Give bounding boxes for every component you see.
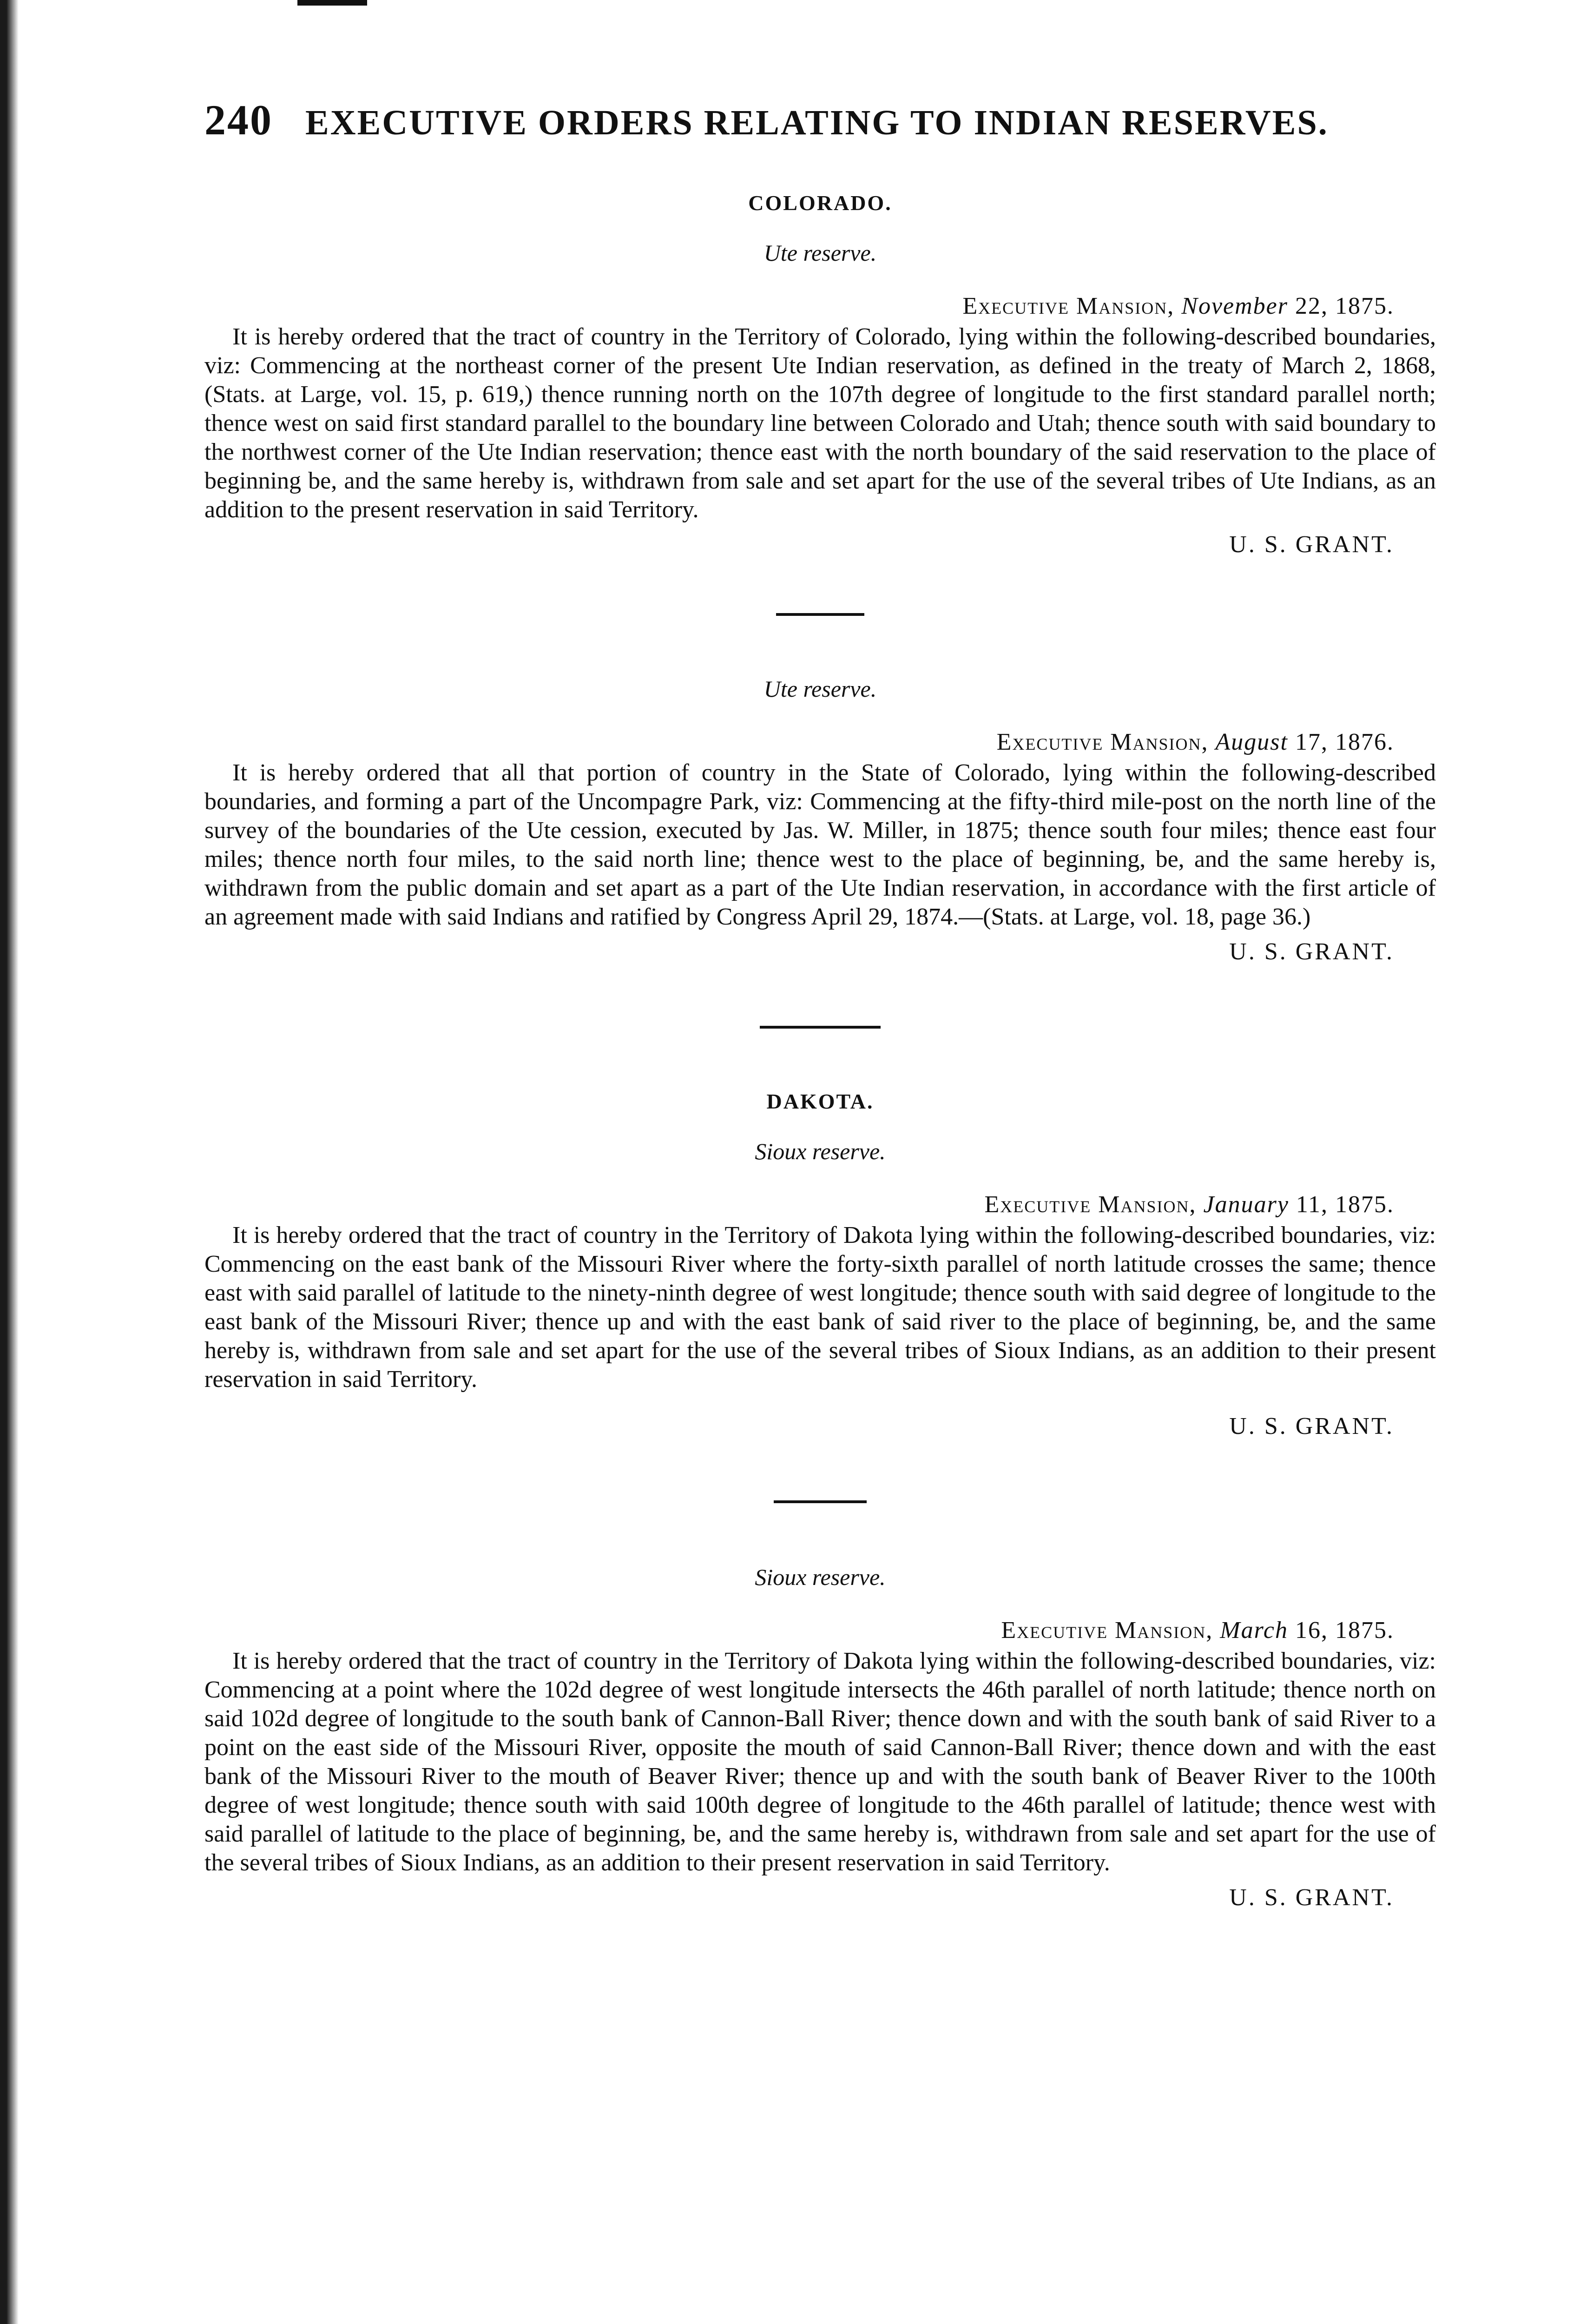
dateline-date: 16, 1875. (1295, 1617, 1394, 1644)
signature: U. S. GRANT. (1229, 938, 1394, 965)
dateline-date: 11, 1875. (1296, 1191, 1394, 1218)
order-text: It is hereby ordered that the tract of country in the Territory of Colorado, lying within the following-described boundaries, viz: Commencing at the northeast corner of the present Ute Indian reservation, as defined in the treaty of March 2, 1868, (Stats. at Large, vol. 15, p. 619,) thence running north on the 107th degree of longitude to the first standard parallel north; thence west on said first standard parallel to the boundary line between Colorado and Utah; thence south with said boundary to the northwest corner of the Ute Indian reservation; thence east with the north boundary of the said reservation to the place of beginning be, and the same hereby is, withdrawn from sale and set apart for the use of the several tribes of Ute Indians, as an addition to the present reservation in said Territory. (204, 324, 1436, 523)
dateline-month: August (1215, 729, 1288, 755)
dateline-month: March (1220, 1617, 1288, 1644)
dateline (204, 292, 1394, 320)
scan-mark (297, 0, 367, 6)
section-rule (774, 1500, 867, 1503)
state-heading: COLORADO. (748, 191, 892, 215)
reserve-title: Ute reserve. (763, 676, 877, 702)
reserve-title: Sioux reserve. (755, 1564, 886, 1590)
dateline-prefix: Executive Mansion, (984, 1191, 1197, 1218)
executive-order (204, 239, 1436, 558)
section-dakota (204, 1089, 1436, 1911)
dateline (204, 728, 1394, 756)
state-heading: DAKOTA. (766, 1089, 874, 1113)
dateline-prefix: Executive Mansion, (996, 729, 1209, 755)
running-head (204, 95, 1366, 145)
section-rule (776, 613, 864, 616)
order-text: It is hereby ordered that the tract of country in the Territory of Dakota lying within the following-described boundaries, viz: Commencing at a point where the 102d degree of west longitude intersects the 46th parallel of north latitude; thence north on said 102d degree of longitude to the south bank of Cannon-Ball River; thence down and with the south bank of said River to a point on the east side of the Missouri River, opposite the mouth of said Cannon-Ball River; thence down and with the east bank of the Missouri River to the mouth of Beaver River; thence up and with the south bank of Beaver River to the 100th degree of west longitude; thence south with said 100th degree of longitude to the 46th parallel of latitude; thence west with said parallel of latitude to the place of beginning, be, and the same hereby is, withdrawn from sale and set apart for the use of the several tribes of Sioux Indians, as an addition to their present reservation in said Territory. (204, 1648, 1436, 1876)
reserve-title: Sioux reserve. (755, 1138, 886, 1164)
dateline-prefix: Executive Mansion, (1001, 1617, 1213, 1644)
signature: U. S. GRANT. (1229, 531, 1394, 558)
page-number: 240 (204, 96, 273, 144)
reserve-title: Ute reserve. (763, 240, 877, 266)
dateline (204, 1617, 1394, 1644)
signature: U. S. GRANT. (1229, 1413, 1394, 1439)
executive-order (204, 675, 1436, 965)
state-divider-rule (760, 1026, 881, 1029)
order-text: It is hereby ordered that all that portion of country in the State of Colorado, lying within the following-described boundaries, and forming a part of the Uncompagre Park, viz: Commencing at the fifty-third mile-post on the north line of the survey of the boundaries of the Ute cession, executed by Jas. W. Miller, in 1875; thence south four miles; thence east four miles; thence north four miles, to the said north line; thence west to the place of beginning, be, and the same hereby is, withdrawn from the public domain and set apart as a part of the Ute Indian reservation, in accordance with the first article of an agreement made with said Indians and ratified by Congress April 29, 1874.—(Stats. at Large, vol. 18, page 36.) (204, 759, 1436, 930)
section-colorado (204, 191, 1436, 965)
page-body (204, 191, 1436, 1911)
signature: U. S. GRANT. (1229, 1884, 1394, 1911)
dateline-date: 22, 1875. (1295, 293, 1394, 319)
signature-spacer (204, 1394, 1436, 1406)
dateline (204, 1191, 1394, 1218)
executive-order (204, 1138, 1436, 1440)
running-head-title: EXECUTIVE ORDERS RELATING TO INDIAN RESERVES. (305, 103, 1329, 142)
dateline-prefix: Executive Mansion, (962, 293, 1175, 319)
scan-edge (0, 0, 19, 2324)
executive-order (204, 1564, 1436, 1911)
order-text: It is hereby ordered that the tract of country in the Territory of Dakota lying within the following-described boundaries, viz: Commencing on the east bank of the Missouri River where the forty-sixth parallel of north latitude crosses the same; thence east with said parallel of latitude to the ninety-ninth degree of west longitude; thence south with said degree of longitude to the east bank of the Missouri River; thence up and with the east bank of said river to the place of beginning, be, and the same hereby is, withdrawn from sale and set apart for the use of the several tribes of Sioux Indians, as an addition to their present reservation in said Territory. (204, 1222, 1436, 1393)
dateline-date: 17, 1876. (1295, 729, 1394, 755)
dateline-month: November (1181, 293, 1288, 319)
dateline-month: January (1203, 1191, 1289, 1218)
